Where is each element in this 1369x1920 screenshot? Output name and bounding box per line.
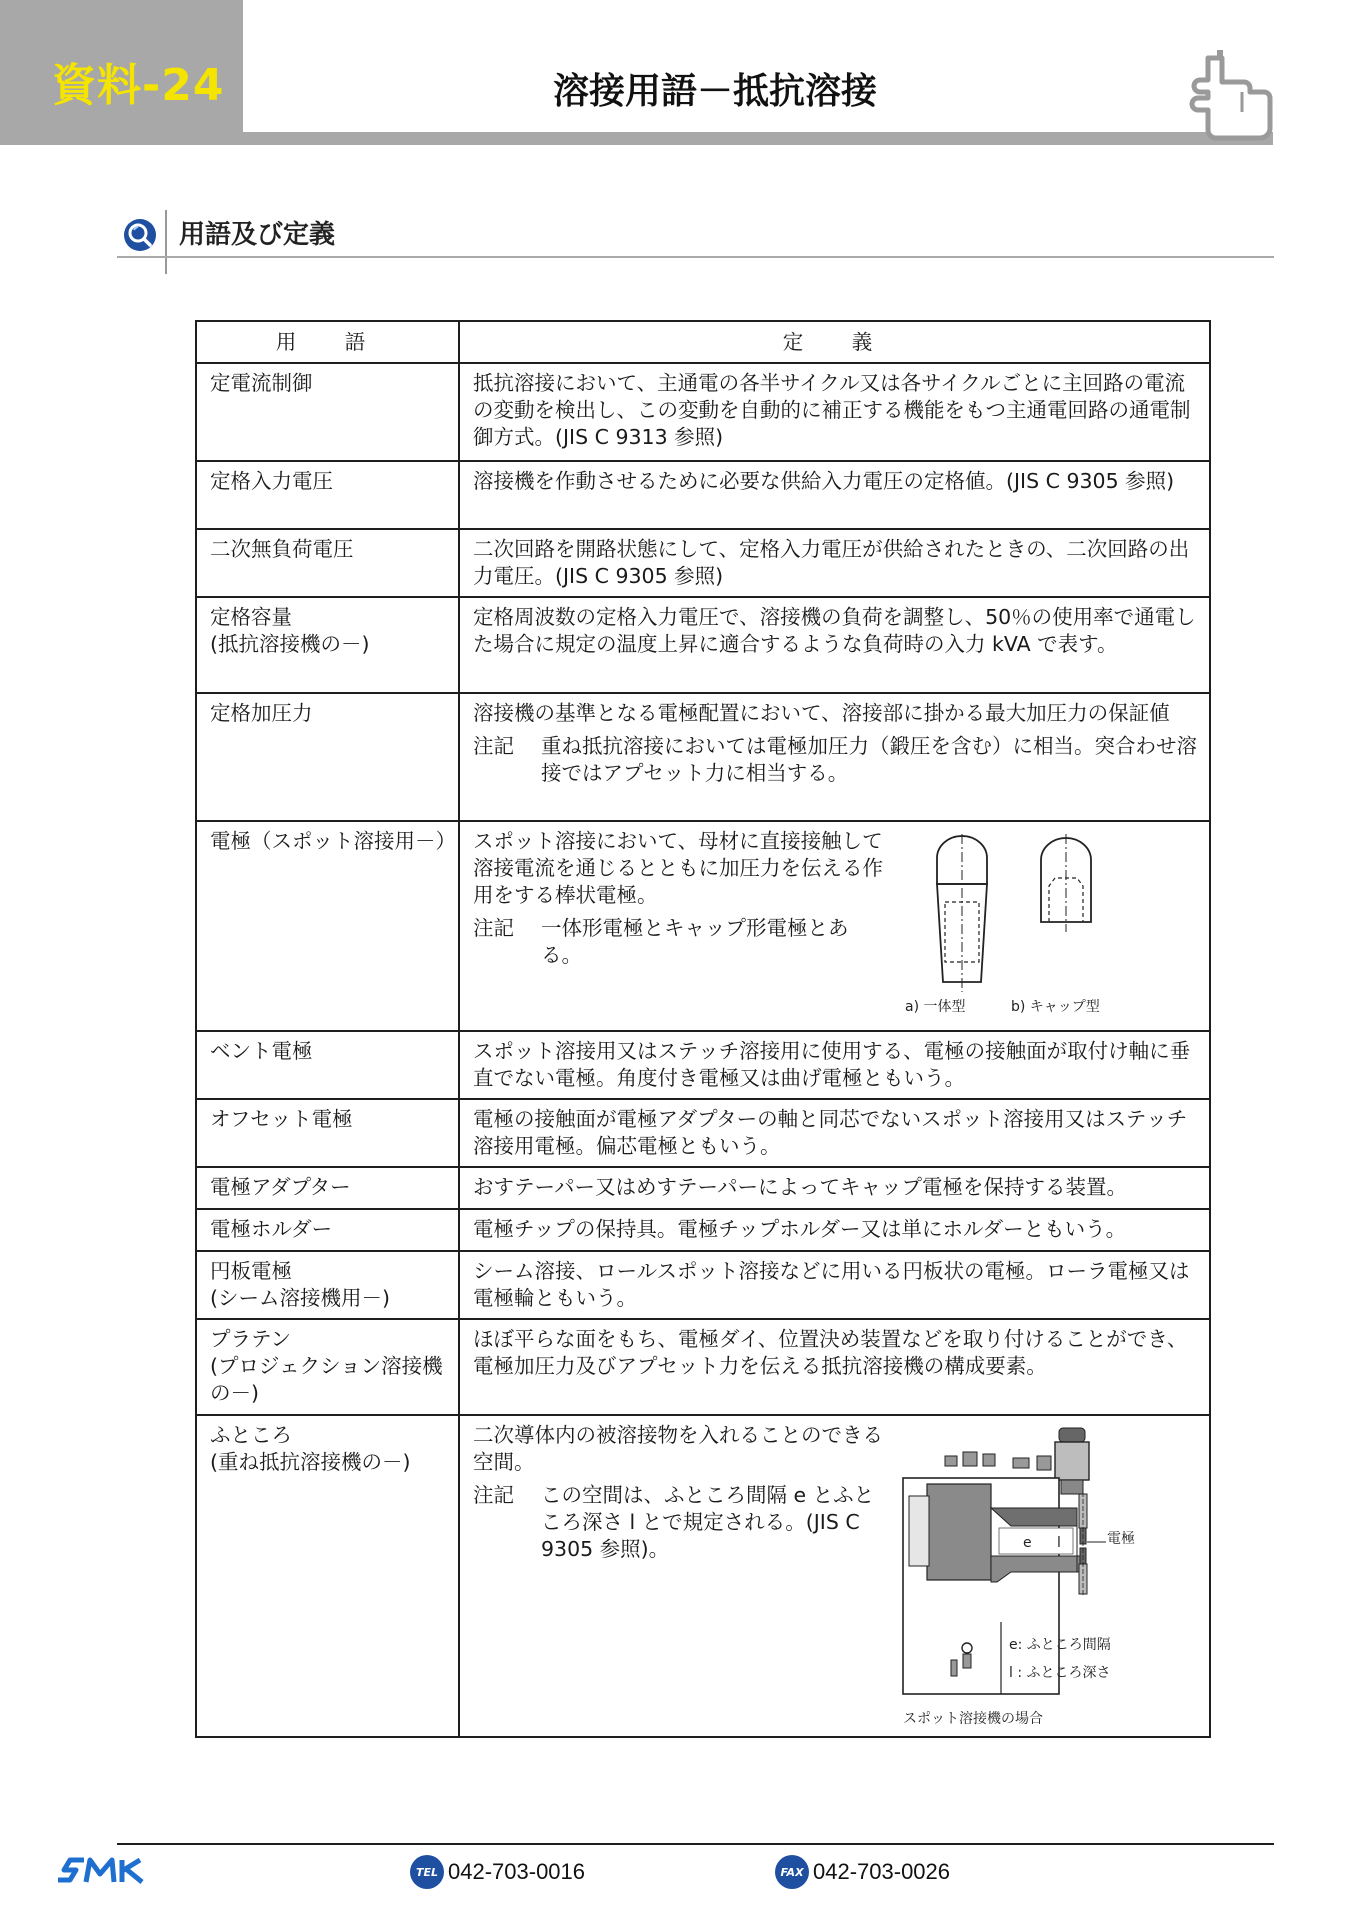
term-name: 円板電極 bbox=[210, 1259, 292, 1283]
note bbox=[473, 733, 1197, 787]
term-qualifier: (プロジェクション溶接機の－) bbox=[210, 1354, 443, 1405]
spot-welder-drawing bbox=[901, 1426, 1106, 1696]
term-cell bbox=[196, 1415, 459, 1737]
table-row bbox=[196, 1319, 1210, 1415]
definition-cell: おすテーパー又はめすテーパーによってキャップ電極を保持する装置。 bbox=[459, 1167, 1210, 1209]
note-text: 一体形電極とキャップ形電極とある。 bbox=[541, 916, 849, 967]
table-row bbox=[196, 1099, 1210, 1167]
table-row bbox=[196, 1251, 1210, 1319]
term-qualifier: (抵抗溶接機の－) bbox=[210, 632, 370, 656]
note bbox=[473, 1482, 885, 1563]
term-cell: 電極アダプター bbox=[196, 1167, 459, 1209]
throat-depth-mark: l bbox=[1057, 1535, 1061, 1551]
definition-text: 二次導体内の被溶接物を入れることのできる空間。 bbox=[473, 1423, 883, 1474]
figure-caption-b: b) キャップ型 bbox=[1011, 999, 1100, 1015]
page-label: 資料-24 bbox=[52, 60, 225, 111]
page-title: 溶接用語－抵抗溶接 bbox=[552, 71, 877, 112]
terms-table bbox=[195, 320, 1211, 1738]
term-cell: 電極（スポット溶接用－） bbox=[196, 821, 459, 1031]
welding-machine-figure bbox=[885, 1422, 1197, 1728]
column-header-term: 用 語 bbox=[196, 321, 459, 363]
header-tab bbox=[0, 0, 243, 145]
section-heading bbox=[117, 210, 1274, 274]
table-header-row bbox=[196, 321, 1210, 363]
definition-cell: ほぼ平らな面をもち、電極ダイ、位置決め装置などを取り付けることができ、電極加圧力及びアプセット力を伝える抵抗溶接機の構成要素。 bbox=[459, 1319, 1210, 1415]
term-cell bbox=[196, 1319, 459, 1415]
table-row bbox=[196, 1209, 1210, 1251]
term-cell: 定格入力電圧 bbox=[196, 461, 459, 529]
tel-contact bbox=[410, 1854, 585, 1890]
table-row bbox=[196, 529, 1210, 597]
figure-caption: スポット溶接機の場合 bbox=[903, 1711, 1043, 1727]
table-row bbox=[196, 693, 1210, 821]
term-name: プラテン bbox=[210, 1327, 291, 1351]
legend-throat-depth: l : ふところ深さ bbox=[1009, 1665, 1111, 1681]
definition-cell bbox=[459, 1415, 1210, 1737]
term-cell: 定電流制御 bbox=[196, 363, 459, 461]
fax-contact bbox=[775, 1854, 950, 1890]
definition-cell: 抵抗溶接において、主通電の各半サイクル又は各サイクルごとに主回路の電流の変動を検出し、この変動を自動的に補正する機能をもつ主通電回路の通電制御方式。(JIS C 9313 参照) bbox=[459, 363, 1210, 461]
term-cell: ベント電極 bbox=[196, 1031, 459, 1099]
definition-cell bbox=[459, 821, 1210, 1031]
figure-caption-a: a) 一体型 bbox=[905, 999, 966, 1015]
definition-cell: 二次回路を開路状態にして、定格入力電圧が供給されたときの、二次回路の出力電圧。(JIS C 9305 参照) bbox=[459, 529, 1210, 597]
note-text: 重ね抵抗溶接においては電極加圧力（鍛圧を含む）に相当。突合わせ溶接ではアプセット力に相当する。 bbox=[541, 734, 1197, 785]
table-row bbox=[196, 597, 1210, 693]
term-qualifier: (重ね抵抗溶接機の－) bbox=[210, 1450, 411, 1474]
note-label: 注記 bbox=[473, 916, 514, 940]
section-divider bbox=[165, 210, 167, 274]
note-label: 注記 bbox=[473, 734, 514, 758]
section-title: 用語及び定義 bbox=[179, 220, 336, 250]
electrode-label: 電極 bbox=[1107, 1531, 1135, 1547]
fax-icon: FAX bbox=[775, 1855, 809, 1889]
cap-electrode-drawing bbox=[1035, 834, 1097, 934]
pointing-hand-icon bbox=[1188, 48, 1278, 144]
term-cell bbox=[196, 1251, 459, 1319]
footer-rule bbox=[117, 1843, 1274, 1845]
tel-number[interactable]: 042-703-0016 bbox=[448, 1859, 586, 1884]
term-name: ふところ bbox=[210, 1423, 292, 1447]
table-row bbox=[196, 461, 1210, 529]
note bbox=[473, 915, 885, 969]
electrode-figure bbox=[885, 828, 1197, 1022]
table-row bbox=[196, 363, 1210, 461]
legend-throat-gap: e: ふところ間隔 bbox=[1009, 1637, 1111, 1653]
table-row bbox=[196, 1031, 1210, 1099]
column-header-definition: 定 義 bbox=[459, 321, 1210, 363]
table-row bbox=[196, 1167, 1210, 1209]
definition-cell: 電極チップの保持具。電極チップホルダー又は単にホルダーともいう。 bbox=[459, 1209, 1210, 1251]
definition-cell: スポット溶接用又はステッチ溶接用に使用する、電極の接触面が取付け軸に垂直でない電極。角度付き電極又は曲げ電極ともいう。 bbox=[459, 1031, 1210, 1099]
note-label: 注記 bbox=[473, 1483, 514, 1507]
definition-cell: シーム溶接、ロールスポット溶接などに用いる円板状の電極。ローラ電極又は電極輪ともいう。 bbox=[459, 1251, 1210, 1319]
definition-cell: 定格周波数の定格入力電圧で、溶接機の負荷を調整し、50％の使用率で通電した場合に規定の温度上昇に適合するような負荷時の入力 kVA で表す。 bbox=[459, 597, 1210, 693]
term-cell: オフセット電極 bbox=[196, 1099, 459, 1167]
term-name: 定格容量 bbox=[210, 605, 292, 629]
term-cell: 定格加圧力 bbox=[196, 693, 459, 821]
definition-text: 溶接機の基準となる電極配置において、溶接部に掛かる最大加圧力の保証値 bbox=[473, 701, 1170, 725]
term-cell: 二次無負荷電圧 bbox=[196, 529, 459, 597]
phone-icon: TEL bbox=[410, 1855, 444, 1889]
magnifier-icon bbox=[123, 218, 157, 252]
term-cell bbox=[196, 597, 459, 693]
section-underline bbox=[117, 256, 1274, 258]
throat-gap-mark: e bbox=[1023, 1535, 1032, 1551]
note-text: この空間は、ふところ間隔 e とふところ深さ l とで規定される。(JIS C 9305 参照)。 bbox=[541, 1483, 875, 1561]
definition-cell: 溶接機を作動させるために必要な供給入力電圧の定格値。(JIS C 9305 参照) bbox=[459, 461, 1210, 529]
fax-number[interactable]: 042-703-0026 bbox=[813, 1859, 951, 1884]
table-row bbox=[196, 821, 1210, 1031]
smk-logo bbox=[56, 1856, 160, 1886]
term-qualifier: (シーム溶接機用－) bbox=[210, 1286, 390, 1310]
header-rule bbox=[243, 132, 1273, 145]
table-row bbox=[196, 1415, 1210, 1737]
one-piece-electrode-drawing bbox=[927, 834, 997, 994]
definition-text: スポット溶接において、母材に直接接触して溶接電流を通じるとともに加圧力を伝える作用をする棒状電極。 bbox=[473, 829, 883, 907]
definition-cell: 電極の接触面が電極アダプターの軸と同芯でないスポット溶接用又はステッチ溶接用電極。偏芯電極ともいう。 bbox=[459, 1099, 1210, 1167]
term-cell: 電極ホルダー bbox=[196, 1209, 459, 1251]
definition-cell bbox=[459, 693, 1210, 821]
